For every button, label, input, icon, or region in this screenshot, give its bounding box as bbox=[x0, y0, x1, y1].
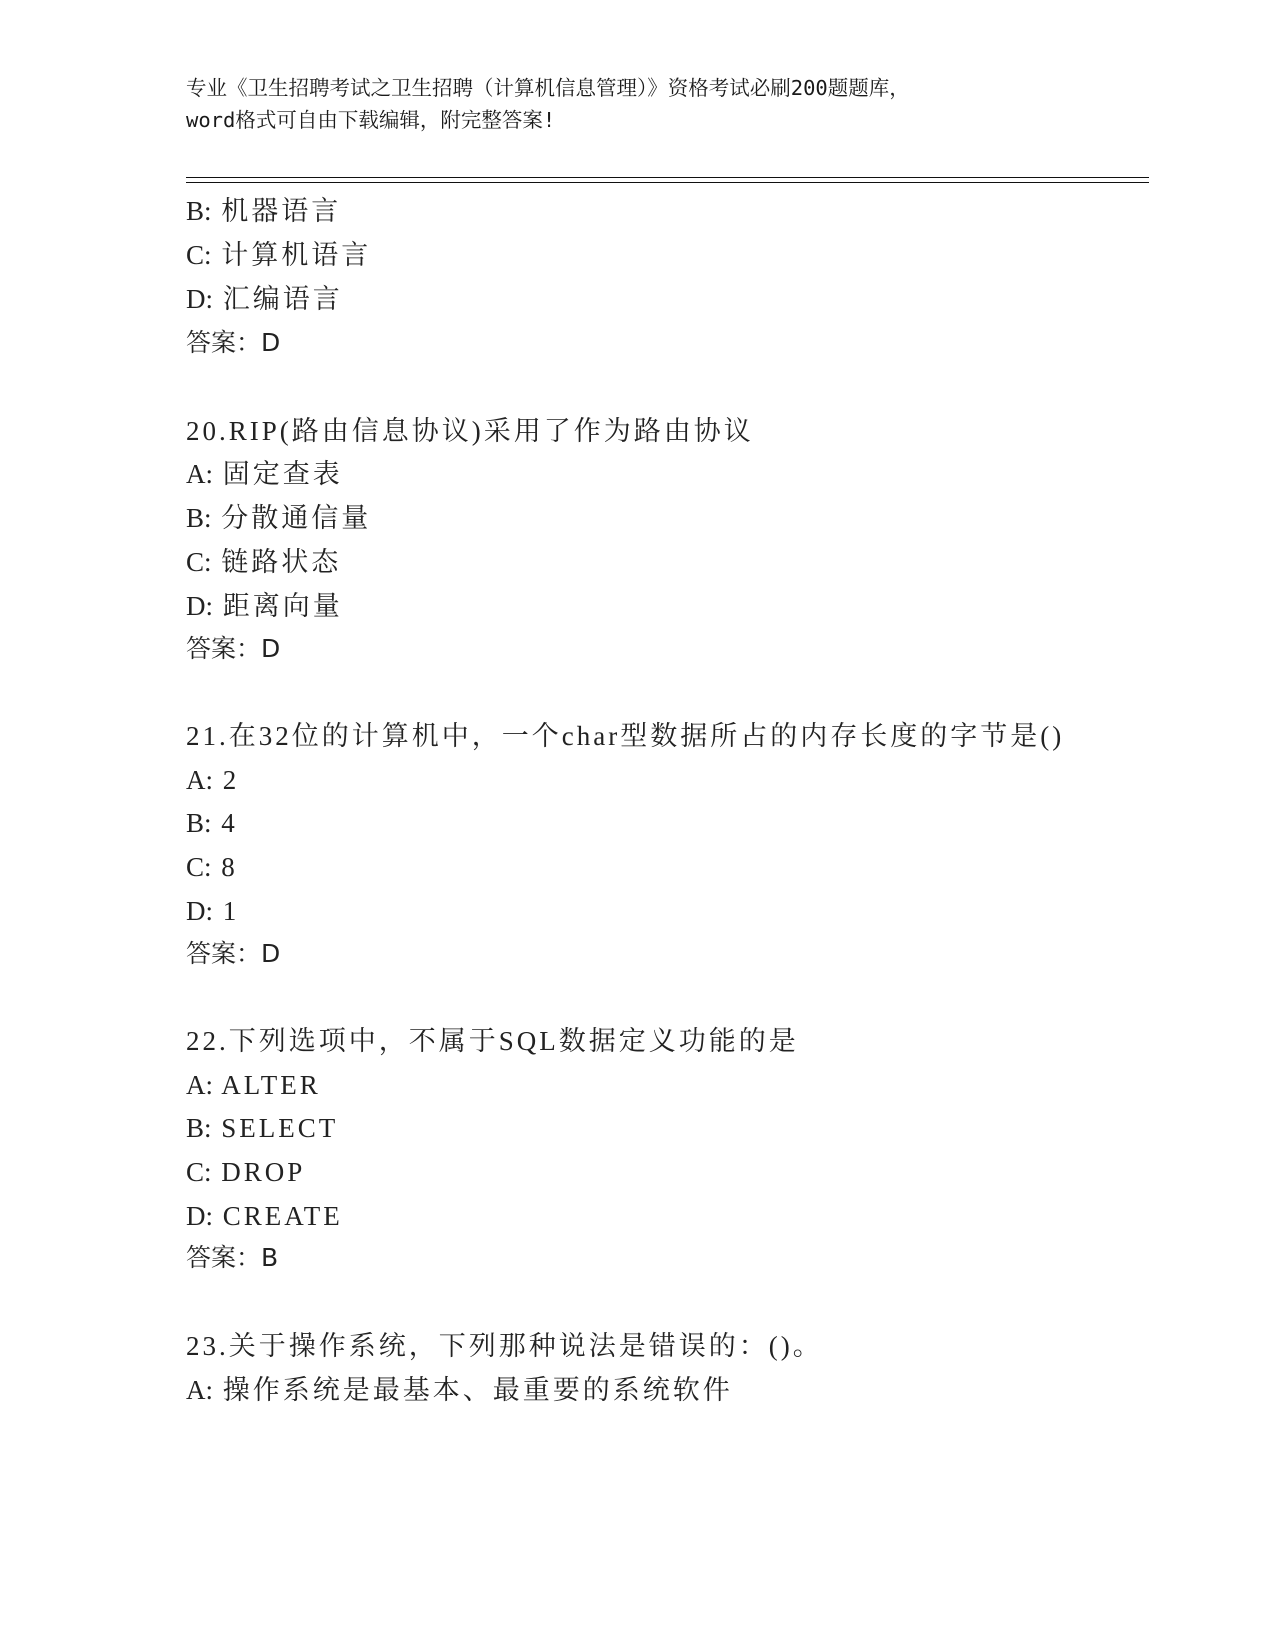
q23-option-a: A: 操作系统是最基本、最重要的系统软件 bbox=[186, 1375, 733, 1405]
q19-option-b: B: 机器语言 bbox=[186, 196, 342, 226]
document-header bbox=[186, 72, 1086, 136]
q20-option-c: C: 链路状态 bbox=[186, 547, 342, 577]
q21-option-a: A: 2 bbox=[186, 765, 240, 795]
header-line-1: 专业《卫生招聘考试之卫生招聘（计算机信息管理）》资格考试必刷200题题库， bbox=[186, 76, 910, 100]
q19-option-d: D: 汇编语言 bbox=[186, 284, 343, 314]
q21-answer: 答案：D bbox=[186, 939, 281, 968]
header-divider-bottom bbox=[186, 182, 1149, 183]
header-line-2: word格式可自由下载编辑，附完整答案! bbox=[186, 108, 556, 132]
q22-option-b: B: SELECT bbox=[186, 1113, 339, 1143]
q20-answer: 答案：D bbox=[186, 634, 281, 663]
q22-option-d: D: CREATE bbox=[186, 1201, 343, 1231]
q19-answer: 答案：D bbox=[186, 328, 281, 357]
q20-stem: 20.RIP(路由信息协议)采用了作为路由协议 bbox=[186, 416, 754, 446]
q20-option-b: B: 分散通信量 bbox=[186, 503, 372, 533]
q22-option-a: A: ALTER bbox=[186, 1070, 321, 1100]
q19-option-c: C: 计算机语言 bbox=[186, 240, 372, 270]
q22-answer: 答案：B bbox=[186, 1243, 279, 1272]
q23-stem: 23.关于操作系统，下列那种说法是错误的：()。 bbox=[186, 1331, 823, 1361]
q21-option-b: B: 4 bbox=[186, 808, 238, 838]
q22-stem: 22.下列选项中，不属于SQL数据定义功能的是 bbox=[186, 1026, 799, 1056]
q20-option-a: A: 固定查表 bbox=[186, 459, 343, 489]
q22-option-c: C: DROP bbox=[186, 1157, 306, 1187]
q21-stem: 21.在32位的计算机中，一个char型数据所占的内存长度的字节是() bbox=[186, 721, 1065, 751]
q20-option-d: D: 距离向量 bbox=[186, 591, 343, 621]
q21-option-d: D: 1 bbox=[186, 896, 240, 926]
header-divider-top bbox=[186, 177, 1149, 178]
q21-option-c: C: 8 bbox=[186, 852, 238, 882]
